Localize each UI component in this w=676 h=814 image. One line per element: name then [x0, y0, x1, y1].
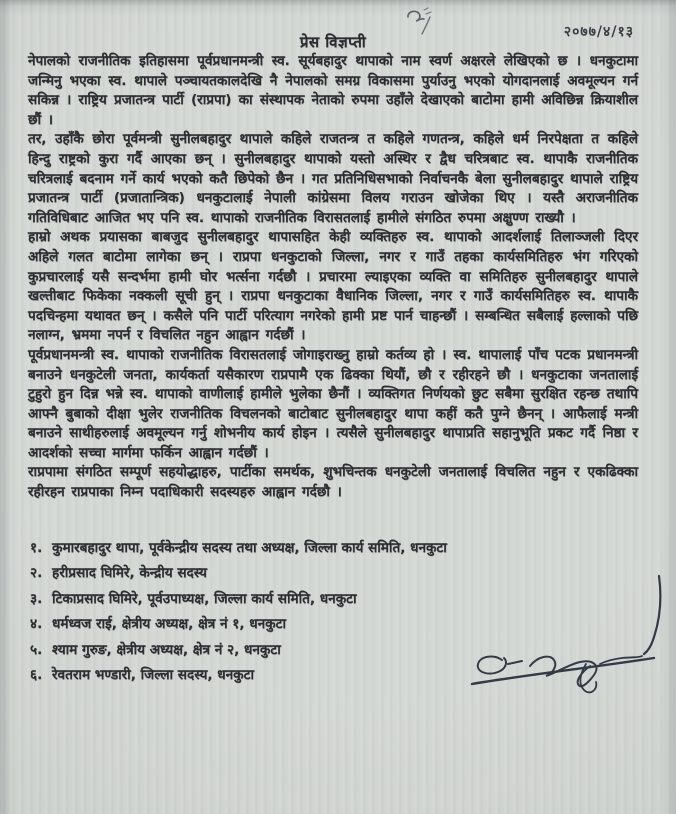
signature-ink-icon [468, 572, 673, 707]
signatory-text: रेवतराम भण्डारी, जिल्ला सदस्य, धनकुटा [52, 667, 254, 684]
paragraph-1: नेपालको राजनीतिक इतिहासमा पूर्वप्रधानमन्त्री स्व. सूर्यबहादुर थापाको नाम स्वर्ण अक्षरले लेखिएको छ । धनकुटामा जन्मिनु भएका स्व. थापाले पञ्चायतकालदेखि नै नेपालको समग्र विकासमा पुर्याउनु भएको योगदानलाई अवमूल्यन गर्न सकिन्न । राष्ट्रिय प्रजातन्त्र पार्टी (राप्रपा) का संस्थापक नेताको रुपमा उहाँले देखाएको बाटोमा हामी अविछिन्न क्रियाशील छौं । [28, 53, 638, 128]
signatory-row [30, 539, 638, 558]
signatory-text: धर्मध्वज राई, क्षेत्रीय अध्यक्ष, क्षेत्र नं १, धनकुटा [52, 616, 286, 633]
page-title: प्रेस विज्ञप्ती [299, 33, 367, 51]
document-date: २०७७/४/१३ [563, 24, 634, 40]
signatory-text: कुमारबहादुर थापा, पूर्वकेन्द्रीय सदस्य तथा अध्यक्ष, जिल्ला कार्य समिति, धनकुटा [52, 539, 447, 556]
paragraph-2: तर, उहाँकै छोरा पूर्वमन्त्री सुनीलबहादुर थापाले कहिले राजतन्त्र त कहिले गणतन्त्र, कहिले धर्म निरपेक्षता त कहिले हिन्दु राष्ट्रको कुरा गर्दै आएका छन् । सुनीलबहादुर थापाको यस्तो अस्थिर र द्वैध चरित्रबाट स्व. थापाकै राजनीतिक चरित्रलाई बदनाम गर्ने कार्य भएको कतै छिपेको छैन । गत प्रतिनिधिसभाको निर्वाचनकै बेला सुनीलबहादुर थापाले राष्ट्रिय प्रजातन्त्र पार्टी (प्रजातान्त्रिक) धनकुटालाई नेपाली कांग्रेसमा विलय गराउन खोजेका थिए । यस्तै अराजनीतिक गतिविधिबाट आजित भए पनि स्व. थापाको राजनीतिक विरासतलाई हामीले संगठित रुपमा अक्षुण्ण राख्यौ । [28, 131, 638, 226]
paragraph-3: हाम्रो अथक प्रयासका बाबजुद सुनीलबहादुर थापासहित केही व्यक्तिहरु स्व. थापाको आदर्शलाई तिलाञ्जली दिएर अहिले गलत बाटोमा लागेका छन् । राप्रपा धनकुटाको जिल्ला, नगर र गाउँ तहका कार्यसमितिहरु भंग गरिएको कुप्रचारलाई यसै सन्दर्भमा हामी घोर भर्त्सना गर्दछौ । प्रचारमा ल्याइएका व्यक्ति वा समितिहरु सुनीलबहादुर थापाले खल्तीबाट फिकेका नक्कली सूची हुन् । राप्रपा धनकुटाका वैधानिक जिल्ला, नगर र गाउँ कार्यसमितिहरु स्व. थापाकै पदचिन्हमा यथावत छन् । कसैले पनि पार्टी परित्याग नगरेको हामी प्रष्ट पार्न चाहन्छौं । सम्बन्धित सबैलाई हल्लाको पछि नलाग्न, भ्रममा नपर्न र विचलित नहुन आह्वान गर्दछौं । [28, 229, 638, 344]
signatory-number: ५. [30, 641, 43, 658]
signatory-number: २. [30, 565, 43, 582]
signatory-number: ४. [30, 616, 43, 633]
signatory-text: हरीप्रसाद घिमिरे, केन्द्रीय सदस्य [52, 565, 207, 582]
signatory-text: टिकाप्रसाद घिमिरे, पूर्वउपाध्यक्ष, जिल्ला कार्य समिति, धनकुटा [52, 590, 357, 607]
signatory-number: ३. [30, 590, 43, 607]
signatory-number: १. [30, 539, 43, 556]
signatory-number: ६. [30, 667, 43, 684]
paragraph-4: पूर्वप्रधानमन्त्री स्व. थापाको राजनीतिक विरासतलाई जोगाइराख्नु हाम्रो कर्तव्य हो । स्व. थापालाई पाँच पटक प्रधानमन्त्री बनाउने धनकुटेली जनता, कार्यकर्ता यसैकारण राप्रपामै एक ढिक्का थियौं, छौ र रहीरहने छौ । धनकुटाका जनतालाई टुहुरो हुन दिन्न भन्ने स्व. थापाको वाणीलाई हामीले भुलेका छैनौं । व्यक्तिगत निर्णयको छुट सबैमा सुरक्षित रहन्छ तथापि आफ्नै बुबाको दीक्षा भुलेर राजनीतिक विचलनको बाटोबाट सुनीलबहादुर थापा कहीं कतै पुग्ने छैनन् । आफैलाई मन्त्री बनाउने साथीहरुलाई अवमूल्यन गर्नु शोभनीय कार्य होइन । त्यसैले सुनीलबहादुर थापाप्रति सहानुभूति प्रकट गर्दै निष्ठा र आदर्शको सच्चा मार्गमा फर्किन आह्वान गर्दछौं । [28, 346, 638, 461]
signatory-text: श्याम गुरुङ, क्षेत्रीय अध्यक्ष, क्षेत्र नं २, धनकुटा [52, 641, 281, 658]
paragraph-5: राप्रपामा संगठित सम्पूर्ण सहयोद्धाहरु, पार्टीका समर्थक, शुभचिन्तक धनकुटेली जनतालाई विचलित नहुन र एकढिक्का रहीरहन राप्रपाका निम्न पदाधिकारी सदस्यहरु आह्वान गर्दछौ । [28, 464, 638, 501]
